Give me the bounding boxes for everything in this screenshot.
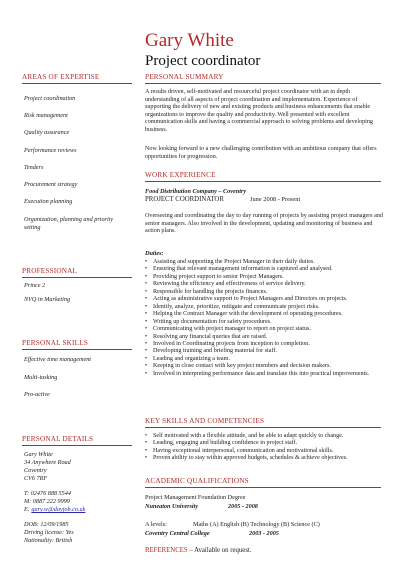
qualification-degree: Project Management Foundation Degree: [145, 494, 246, 501]
qualification-dates: 2005 - 2008: [228, 503, 258, 510]
duty-item: • Identify, analyze, prioritize, mitigate and communicate project risks.: [145, 304, 385, 311]
expertise-heading: AREAS OF EXPERTISE: [22, 73, 132, 84]
qualifications-heading: ACADEMIC QUALIFICATIONS: [145, 477, 381, 488]
telephone: T: 02476 888 5544: [24, 490, 71, 497]
work-description: Overseeing and coordinating the day to day running of projects by assisting project managers and senior managers. Also involved in the development, updating and monitoring of business and action plans.: [145, 213, 383, 235]
personal-skills-heading: PERSONAL SKILLS: [22, 339, 132, 350]
a-levels-label: A levels:: [145, 521, 167, 528]
references-heading: REFERENCES –: [145, 547, 193, 554]
email-link[interactable]: gary.w@dayjob.co.uk: [31, 506, 86, 513]
address-line: Coventry: [24, 467, 47, 474]
duty-item: • Assisting and supporting the Project Manager in their daily duties.: [145, 259, 385, 266]
email-row: [24, 506, 134, 514]
position-dates: June 2008 - Present: [250, 196, 301, 203]
duties-list: [145, 259, 385, 378]
qualification-institution: Nuneaton University: [145, 503, 199, 510]
references-row: [145, 547, 252, 555]
duty-item: • Reviewing the efficiency and effectiveness of service delivery.: [145, 281, 385, 288]
candidate-name: Gary White: [145, 30, 234, 51]
expertise-item: Organization, planning and priority setting: [24, 216, 114, 231]
nationality: Nationality: British: [24, 537, 73, 544]
expertise-item: Quality assurance: [24, 129, 70, 136]
address-line: Gary White: [24, 451, 53, 458]
professional-item: NVQ in Marketing: [24, 296, 71, 303]
skill-item: • Leading, engaging and building confidence in project staff.: [145, 440, 385, 447]
references-text: Available on request.: [194, 547, 252, 554]
duty-item: • Resolving any financial queries that are raised.: [145, 334, 385, 341]
skill-item: • Proven ability to stay within approved budgets, schedules & achieve objectives.: [145, 455, 385, 462]
company-name: Food Distribution Company – Coventry: [145, 188, 247, 195]
summary-paragraph: A results driven, self-motivated and resourceful project coordinator with an in depth understanding of all aspects of project coordination and implementation. Experience of supporting the delivery of new and existing products and business enhancements that enable organizations to improve the quality and productivity. Well presented with excellent communication skills and having a commercial approach to solving problems and developing business.: [145, 89, 373, 133]
duty-item: • Keeping in close contact with key project members and decision makers.: [145, 363, 385, 370]
expertise-item: Execution planning: [24, 198, 73, 205]
college-dates: 2003 - 2005: [249, 530, 279, 537]
duty-item: • Acting as administrative support to Project Managers and Directors on projects.: [145, 296, 385, 303]
personal-skill-item: Multi-tasking: [24, 374, 58, 381]
personal-skill-item: Effective time management: [24, 356, 92, 363]
personal-details-heading: PERSONAL DETAILS: [22, 435, 132, 446]
work-heading: WORK EXPERIENCE: [145, 171, 381, 182]
duty-item: • Ensuring that relevant management information is captured and analysed.: [145, 266, 385, 273]
expertise-item: Performance reviews: [24, 147, 77, 154]
duty-item: • Involved in Coordinating projects from inception to completion.: [145, 341, 385, 348]
duty-item: • Helping the Contract Manager with the development of operating procedures.: [145, 311, 385, 318]
duty-item: • Providing project support to senior Project Managers.: [145, 274, 385, 281]
a-levels-subjects: Maths (A) English (B) Technology (B) Science (C): [193, 521, 320, 528]
email-prefix: E:: [24, 506, 32, 513]
address-line: CV6 7RF: [24, 475, 48, 482]
summary-paragraph-2: Now looking forward to a new challenging contribution with an ambitious company that offers opportunities for progression.: [145, 146, 377, 160]
duty-item: • Developing training and briefing material for staff.: [145, 348, 385, 355]
duty-item: • Responsible for handling the projects finances.: [145, 289, 385, 296]
expertise-item: Risk management: [24, 112, 68, 119]
address-line: 34 Anywhere Road: [24, 459, 71, 466]
expertise-item: Tenders: [24, 164, 44, 171]
skill-item: • Having exceptional interpersonal, communication and motivational skills.: [145, 448, 385, 455]
skills-list: [145, 433, 385, 463]
personal-skill-item: Pro-active: [24, 391, 50, 398]
expertise-item: Project coordination: [24, 95, 76, 102]
date-of-birth: DOB: 12/09/1985: [24, 521, 69, 528]
job-title: Project coordinator: [145, 53, 261, 69]
skills-heading: KEY SKILLS AND COMPETENCIES: [145, 417, 381, 428]
duty-item: • Writing up documentation for safety procedures.: [145, 319, 385, 326]
mobile: M: 0887 222 9999: [24, 498, 70, 505]
professional-heading: PROFESSIONAL: [22, 267, 132, 278]
summary-heading: PERSONAL SUMMARY: [145, 73, 381, 84]
college-name: Coventry Central College: [145, 530, 210, 537]
duty-item: • Involved in interpreting performance data and translate this into practical improvements.: [145, 371, 385, 378]
professional-item: Prince 2: [24, 282, 46, 289]
duties-label: Duties:: [145, 250, 164, 257]
duty-item: • Leading and organizing a team.: [145, 356, 385, 363]
skill-item: • Self motivated with a flexible attitude, and be able to adapt quickly to change.: [145, 433, 385, 440]
expertise-item: Procurement strategy: [24, 181, 78, 188]
driving-license: Driving license: Yes: [24, 529, 74, 536]
duty-item: • Communicating with project manager to report on project status.: [145, 326, 385, 333]
position-title: PROJECT COORDINATOR: [145, 196, 224, 203]
